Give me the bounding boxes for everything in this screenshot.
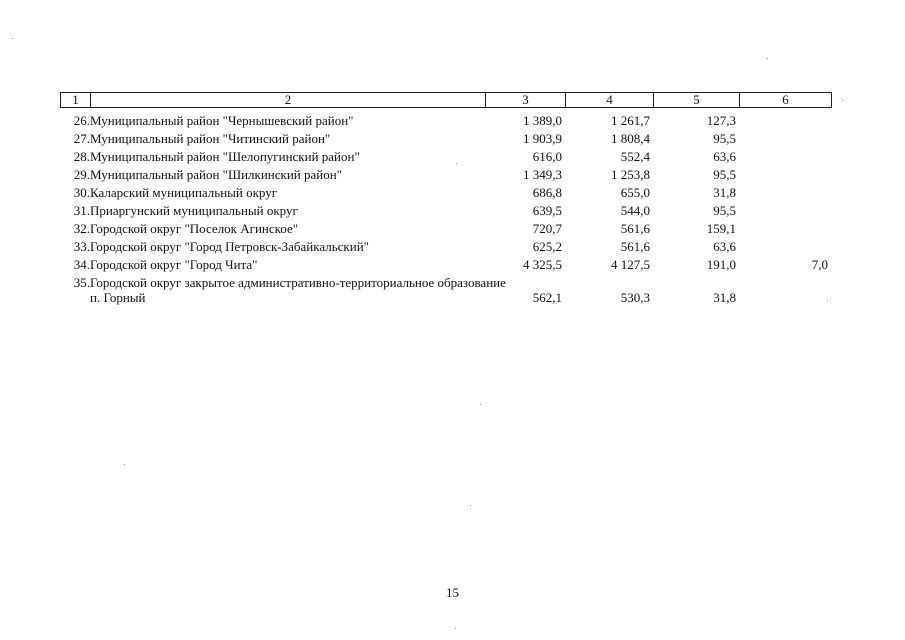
scan-speck	[124, 464, 125, 465]
municipality-name: Муниципальный район "Шелопугинский район"	[90, 149, 360, 164]
col-3-value: 639,5	[532, 203, 562, 218]
col-4-value: 530,3	[620, 290, 650, 305]
column-number-header	[60, 92, 832, 108]
municipality-name: Муниципальный район "Чернышевский район"	[90, 113, 354, 128]
header-col-6: 6	[782, 92, 789, 107]
col-4-value: 4 127,5	[611, 257, 650, 272]
header-col-4: 4	[566, 93, 654, 107]
scan-speck	[456, 163, 457, 164]
col-5-value: 31,8	[713, 185, 736, 200]
scan-speck	[12, 38, 13, 39]
header-col-1: 1	[61, 93, 91, 107]
col-3-value: 625,2	[532, 239, 562, 254]
col-5-value: 159,1	[706, 221, 736, 236]
scan-speck	[470, 505, 471, 506]
scan-speck	[842, 100, 843, 101]
col-3-value: 686,8	[532, 185, 562, 200]
col-5-value: 95,5	[713, 167, 736, 182]
row-number: 28.	[73, 149, 90, 164]
municipality-name: Муниципальный район "Шилкинский район"	[90, 167, 342, 182]
municipality-name: Городской округ "Поселок Агинское"	[90, 221, 299, 236]
col-5-value: 127,3	[706, 113, 736, 128]
municipality-name: Городской округ закрытое административно-территориальное образование п. Горный	[90, 275, 506, 305]
municipality-name: Приаргунский муниципальный округ	[90, 203, 298, 218]
col-4-value: 1 261,7	[611, 113, 650, 128]
scan-speck	[455, 628, 456, 629]
col-5-value: 95,5	[713, 131, 736, 146]
scan-speck	[827, 300, 828, 301]
row-number: 35.	[73, 275, 90, 290]
header-col-2: 2	[91, 93, 486, 107]
row-number: 32.	[73, 221, 90, 236]
col-6-value: 7,0	[811, 257, 828, 272]
col-4-value: 1 253,8	[611, 167, 650, 182]
row-number: 27.	[73, 131, 90, 146]
municipality-name: Муниципальный район "Читинский район"	[90, 131, 331, 146]
row-number: 34.	[73, 257, 90, 272]
col-3-value: 616,0	[532, 149, 562, 164]
col-4-value: 1 808,4	[611, 131, 650, 146]
header-col-3: 3	[486, 93, 566, 107]
col-3-value: 1 349,3	[523, 167, 562, 182]
scan-speck	[767, 58, 768, 59]
scan-speck	[480, 404, 481, 405]
col-5-value: 191,0	[706, 257, 736, 272]
row-number: 30.	[73, 185, 90, 200]
col-3-value: 1 903,9	[523, 131, 562, 146]
col-5-value: 31,8	[713, 290, 736, 305]
col-3-value: 720,7	[532, 221, 562, 236]
col-4-value: 552,4	[620, 149, 650, 164]
municipality-name: Городской округ "Город Чита"	[90, 257, 258, 272]
col-3-value: 4 325,5	[523, 257, 562, 272]
row-number: 33.	[73, 239, 90, 254]
col-5-value: 95,5	[713, 203, 736, 218]
row-number: 29.	[73, 167, 90, 182]
row-number: 31.	[73, 203, 90, 218]
header-col-5: 5	[654, 93, 740, 107]
col-5-value: 63,6	[713, 239, 736, 254]
col-3-value: 562,1	[532, 290, 562, 305]
col-4-value: 544,0	[620, 203, 650, 218]
col-3-value: 1 389,0	[523, 113, 562, 128]
municipality-name: Каларский муниципальный округ	[90, 185, 278, 200]
municipality-name: Городской округ "Город Петровск-Забайкальский"	[90, 239, 369, 254]
col-4-value: 655,0	[620, 185, 650, 200]
col-4-value: 561,6	[620, 221, 650, 236]
col-4-value: 561,6	[620, 239, 650, 254]
row-number: 26.	[73, 113, 90, 128]
col-5-value: 63,6	[713, 149, 736, 164]
page-number: 15	[446, 585, 459, 600]
